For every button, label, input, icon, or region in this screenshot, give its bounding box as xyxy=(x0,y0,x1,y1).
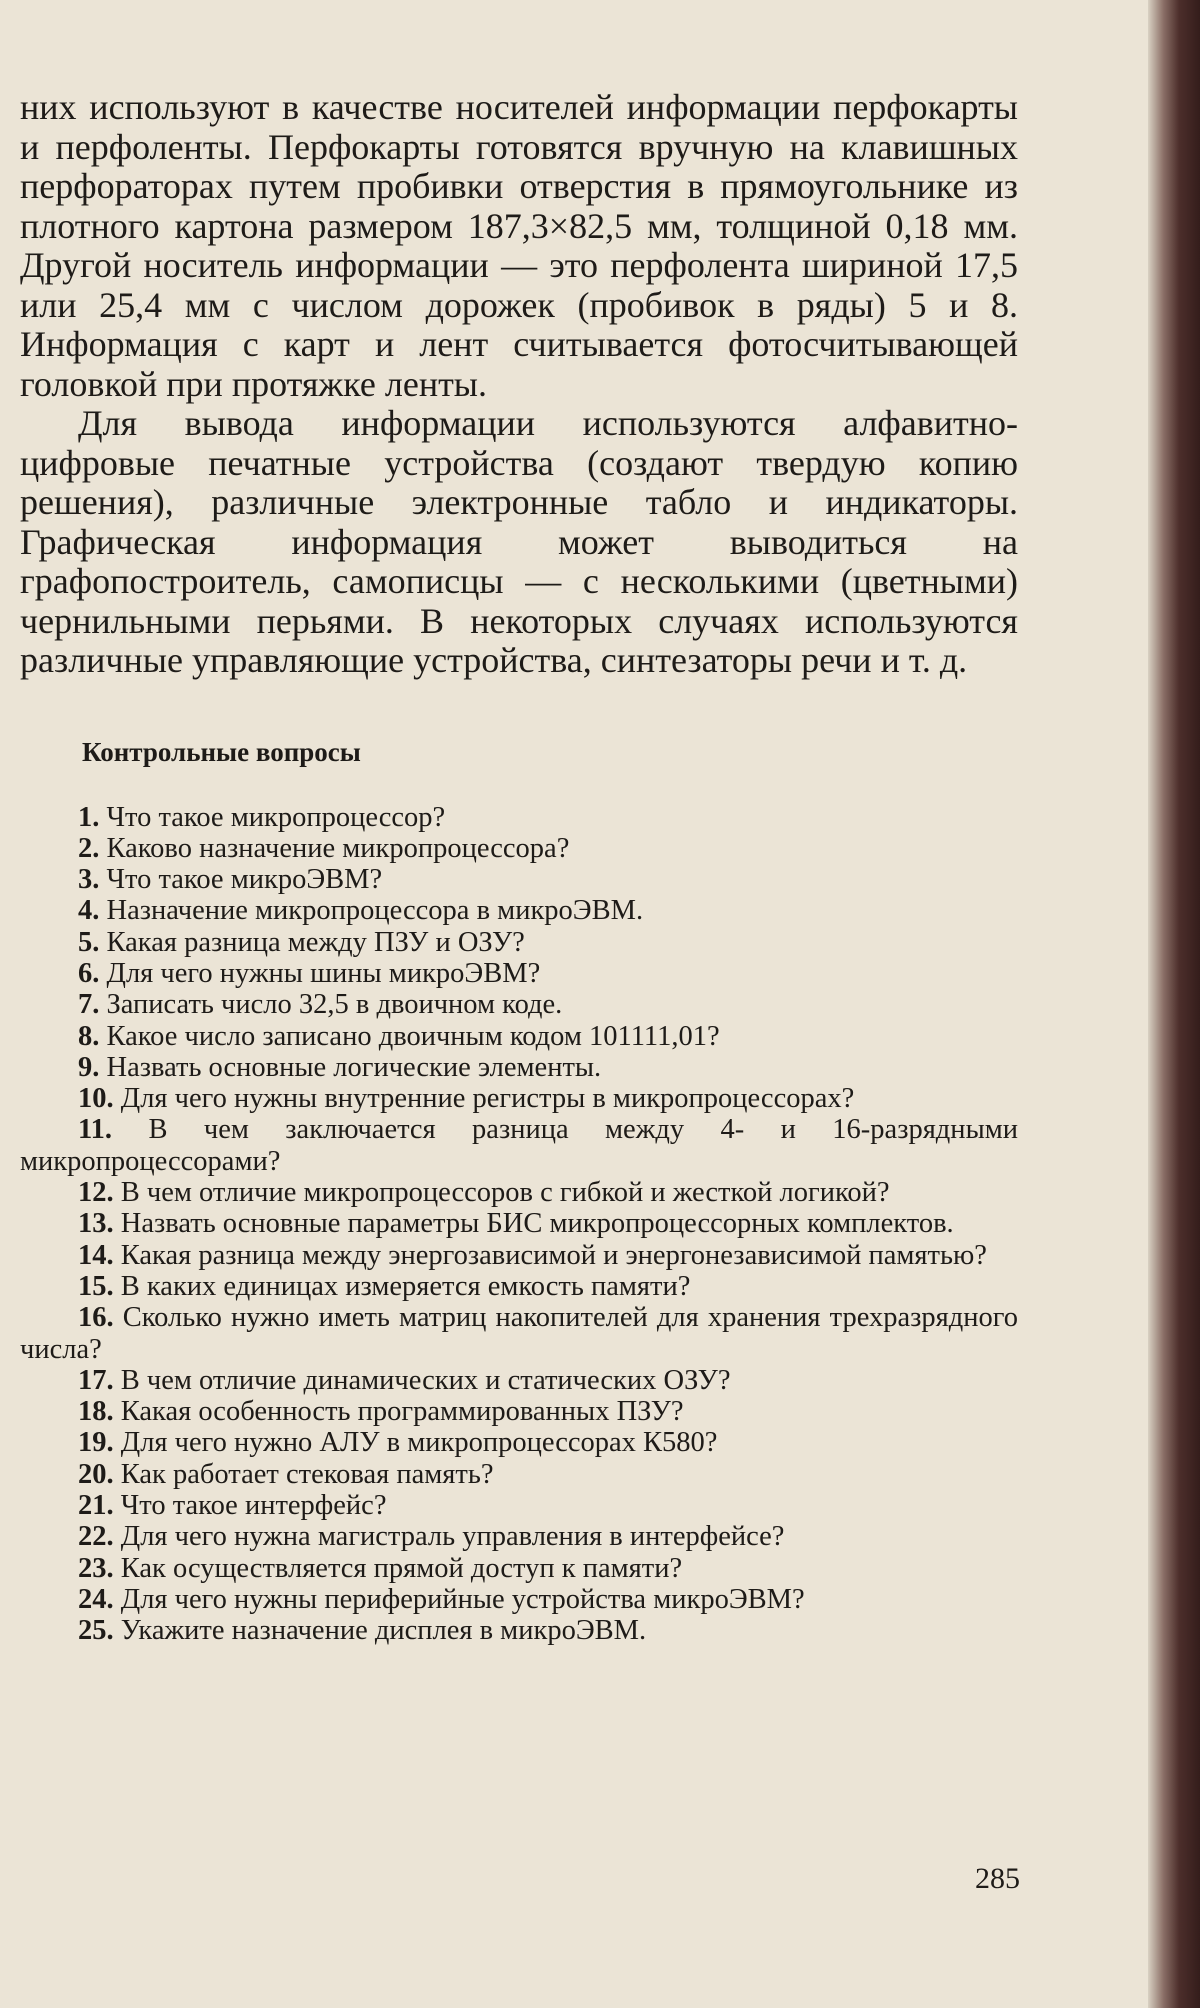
question-number: 3. xyxy=(78,864,100,896)
question-item xyxy=(20,927,1018,958)
question-number: 14. xyxy=(78,1239,114,1271)
question-item xyxy=(20,1615,1018,1646)
question-number: 21. xyxy=(78,1490,114,1522)
question-number: 6. xyxy=(78,957,100,989)
question-item xyxy=(20,1553,1018,1584)
question-item xyxy=(20,1083,1018,1114)
question-text: Для чего нужно АЛУ в микропроцессорах К580? xyxy=(120,1427,718,1459)
question-item xyxy=(20,1177,1018,1208)
question-item xyxy=(20,1208,1018,1239)
question-item xyxy=(20,1396,1018,1427)
book-spine-edge xyxy=(1148,0,1200,2008)
question-number: 5. xyxy=(78,926,100,958)
question-text: Какая особенность программированных ПЗУ? xyxy=(120,1396,684,1428)
question-number: 7. xyxy=(78,989,100,1021)
question-item xyxy=(20,864,1018,895)
text-column xyxy=(20,88,1018,1647)
question-text: Что такое микроЭВМ? xyxy=(106,864,383,896)
question-text: Сколько нужно иметь матриц накопителей для хранения трехразрядного числа? xyxy=(20,1302,1018,1365)
question-text: В чем заключается разница между 4- и 16-разрядными микропроцессорами? xyxy=(20,1114,1018,1177)
question-number: 9. xyxy=(78,1051,100,1083)
question-item xyxy=(20,958,1018,989)
question-number: 25. xyxy=(78,1615,114,1647)
questions-list xyxy=(20,802,1018,1647)
question-number: 19. xyxy=(78,1427,114,1459)
body-text xyxy=(20,88,1018,681)
question-item xyxy=(20,1052,1018,1083)
question-number: 22. xyxy=(78,1521,114,1553)
question-number: 16. xyxy=(78,1302,114,1334)
question-item xyxy=(20,1490,1018,1521)
question-number: 13. xyxy=(78,1208,114,1240)
question-item xyxy=(20,1114,1018,1177)
question-text: Как работает стековая память? xyxy=(120,1458,494,1490)
question-text: Какая разница между ПЗУ и ОЗУ? xyxy=(106,926,525,958)
question-item xyxy=(20,1240,1018,1271)
question-number: 4. xyxy=(78,895,100,927)
question-text: Назвать основные логические элементы. xyxy=(106,1051,602,1083)
question-item xyxy=(20,1521,1018,1552)
question-item xyxy=(20,802,1018,833)
question-text: Каково назначение микропроцессора? xyxy=(106,832,570,864)
question-item xyxy=(20,1584,1018,1615)
question-item xyxy=(20,1021,1018,1052)
question-number: 24. xyxy=(78,1583,114,1615)
question-text: Записать число 32,5 в двоичном коде. xyxy=(106,989,563,1021)
question-number: 18. xyxy=(78,1396,114,1428)
question-text: В чем отличие динамических и статических ОЗУ? xyxy=(120,1364,731,1396)
paragraph: них используют в качестве носителей информации перфокарты и перфоленты. Перфокарты готовятся вручную на клавишных перфораторах путем пробивки отверстия в прямоугольнике из плотного картона размером 187,3×82,5 мм, толщиной 0,18 мм. Другой носитель информации — это перфолента шириной 17,5 или 25,4 мм с числом дорожек (пробивок в ряды) 5 и 8. Информация с карт и лент считывается фотосчитывающей головкой при протяжке ленты. xyxy=(20,87,1018,404)
question-number: 2. xyxy=(78,832,100,864)
question-text: Какая разница между энергозависимой и энергонезависимой памятью? xyxy=(120,1239,987,1271)
page-number: 285 xyxy=(975,1862,1020,1895)
question-text: Укажите назначение дисплея в микроЭВМ. xyxy=(120,1615,647,1647)
question-item xyxy=(20,1427,1018,1458)
question-text: Для чего нужна магистраль управления в интерфейсе? xyxy=(120,1521,785,1553)
question-text: В каких единицах измеряется емкость памяти? xyxy=(120,1270,691,1302)
question-item xyxy=(20,1365,1018,1396)
question-number: 8. xyxy=(78,1020,100,1052)
paragraph: Для вывода информации используются алфавитно-цифровые печатные устройства (создают твердую копию решения), различные электронные табло и индикаторы. Графическая информация может выводиться на графопостроитель, самописцы — с несколькими (цветными) чернильными перьями. В некоторых случаях используются различные управляющие устройства, синтезаторы речи и т. д. xyxy=(20,403,1018,680)
question-text: Для чего нужны внутренние регистры в микропроцессорах? xyxy=(120,1083,855,1115)
question-text: Для чего нужны шины микроЭВМ? xyxy=(106,957,541,989)
question-item xyxy=(20,1271,1018,1302)
question-text: Что такое интерфейс? xyxy=(120,1490,387,1522)
questions-heading: Контрольные вопросы xyxy=(82,736,361,767)
question-item xyxy=(20,895,1018,926)
question-text: Назвать основные параметры БИС микропроцессорных комплектов. xyxy=(120,1208,954,1240)
question-number: 20. xyxy=(78,1458,114,1490)
question-number: 15. xyxy=(78,1270,114,1302)
question-text: Для чего нужны периферийные устройства микроЭВМ? xyxy=(120,1583,805,1615)
question-number: 12. xyxy=(78,1177,114,1209)
question-number: 10. xyxy=(78,1083,114,1115)
question-text: Что такое микропроцессор? xyxy=(106,801,446,833)
question-item xyxy=(20,989,1018,1020)
question-number: 23. xyxy=(78,1552,114,1584)
question-item xyxy=(20,1302,1018,1365)
question-text: Какое число записано двоичным кодом 101111,01? xyxy=(106,1020,720,1052)
question-item xyxy=(20,1459,1018,1490)
question-text: В чем отличие микропроцессоров с гибкой и жесткой логикой? xyxy=(120,1177,890,1209)
question-text: Как осуществляется прямой доступ к памяти? xyxy=(120,1552,683,1584)
question-number: 17. xyxy=(78,1364,114,1396)
question-number: 1. xyxy=(78,801,100,833)
question-item xyxy=(20,833,1018,864)
question-text: Назначение микропроцессора в микроЭВМ. xyxy=(106,895,644,927)
question-number: 11. xyxy=(78,1114,113,1146)
